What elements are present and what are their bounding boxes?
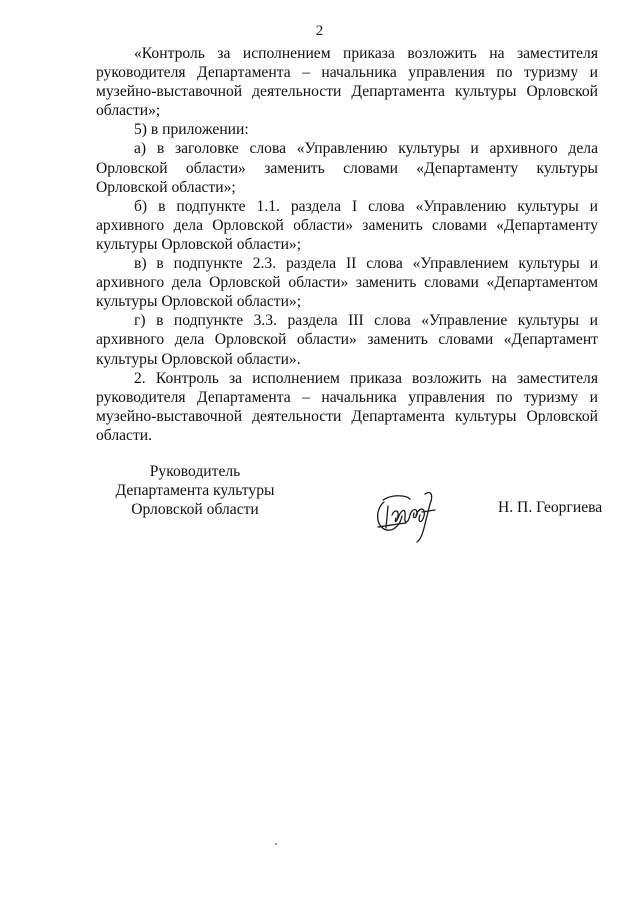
paragraph-subitem-v: в) в подпункте 2.3. раздела II слова «Управлением культуры и архивного дела Орловской области» заменить словами «Департаментом культуры Орловской области»; <box>96 255 598 311</box>
paragraph-subitem-b: б) в подпункте 1.1. раздела I слова «Управлению культуры и архивного дела Орловской области» заменить словами «Департаменту культуры Орловской области»; <box>96 197 598 253</box>
paragraph-subitem-a: а) в заголовке слова «Управлению культуры и архивного дела Орловской области» заменить словами «Департаменту культуры Орловской области»; <box>96 140 598 196</box>
position-line: Орловской области <box>131 501 259 518</box>
position-line: Департамента культуры <box>115 482 275 499</box>
position-line: Руководитель <box>149 463 241 480</box>
paragraph-item-5: 5) в приложении: <box>134 121 249 139</box>
handwritten-signature-icon <box>372 482 452 544</box>
signatory-position <box>96 462 294 519</box>
paragraph-item-2: 2. Контроль за исполнением приказа возложить на заместителя руководителя Департамента – начальника управления по туризму и музейно-выставочной деятельности Департамента культуры Орловской области. <box>96 369 598 444</box>
document-body <box>96 44 598 445</box>
signatory-name: Н. П. Георгиева <box>498 499 603 516</box>
page-dot <box>275 843 277 845</box>
signature-block <box>0 462 639 552</box>
paragraph-subitem-g: г) в подпункте 3.3. раздела III слова «Управление культуры и архивного дела Орловской области» заменить словами «Департамент культуры Орловской области». <box>96 312 598 368</box>
paragraph-control-quote: «Контроль за исполнением приказа возложить на заместителя руководителя Департамента – начальника управления по туризму и музейно-выставочной деятельности Департамента культуры Орловской области»; <box>96 45 598 120</box>
page-number: 2 <box>315 23 324 39</box>
